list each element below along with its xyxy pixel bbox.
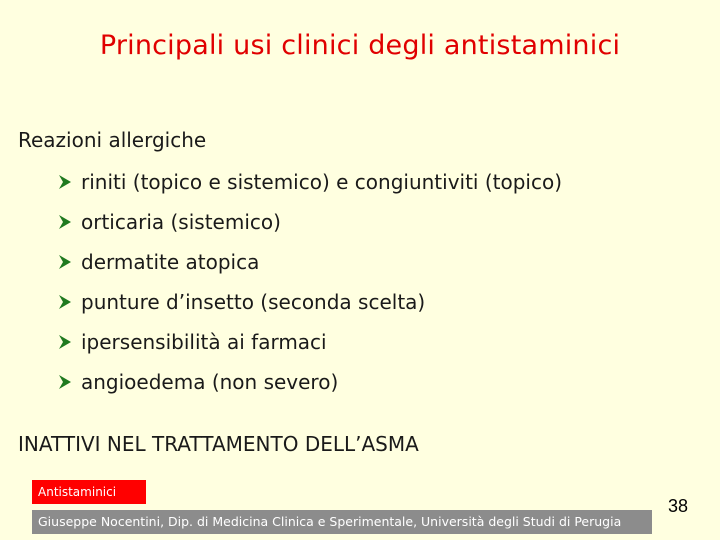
arrow-bullet-icon xyxy=(58,368,74,396)
arrow-bullet-icon xyxy=(58,288,74,316)
arrow-bullet-icon xyxy=(58,168,74,196)
list-item xyxy=(58,368,562,408)
bullet-text: orticaria (sistemico) xyxy=(81,210,281,234)
bullet-text: riniti (topico e sistemico) e congiuntiviti (topico) xyxy=(81,170,563,194)
bullet-list xyxy=(58,168,562,408)
list-item xyxy=(58,288,562,328)
footer-credit: Giuseppe Nocentini, Dip. di Medicina Clinica e Sperimentale, Università degli Studi di Perugia xyxy=(32,510,652,534)
bullet-text: punture d’insetto (seconda scelta) xyxy=(81,290,426,314)
list-item xyxy=(58,248,562,288)
list-item xyxy=(58,168,562,208)
page-number: 38 xyxy=(668,496,689,516)
list-item xyxy=(58,208,562,248)
bullet-text: ipersensibilità ai farmaci xyxy=(81,330,327,354)
arrow-bullet-icon xyxy=(58,248,74,276)
list-item xyxy=(58,328,562,368)
arrow-bullet-icon xyxy=(58,328,74,356)
section-heading: Reazioni allergiche xyxy=(18,128,207,152)
bullet-text: angioedema (non severo) xyxy=(81,370,339,394)
arrow-bullet-icon xyxy=(58,208,74,236)
slide-title: Principali usi clinici degli antistaminici xyxy=(99,30,621,61)
asthma-warning: INATTIVI NEL TRATTAMENTO DELL’ASMA xyxy=(18,432,419,456)
topic-label: Antistaminici xyxy=(32,480,146,504)
bullet-text: dermatite atopica xyxy=(81,250,260,274)
